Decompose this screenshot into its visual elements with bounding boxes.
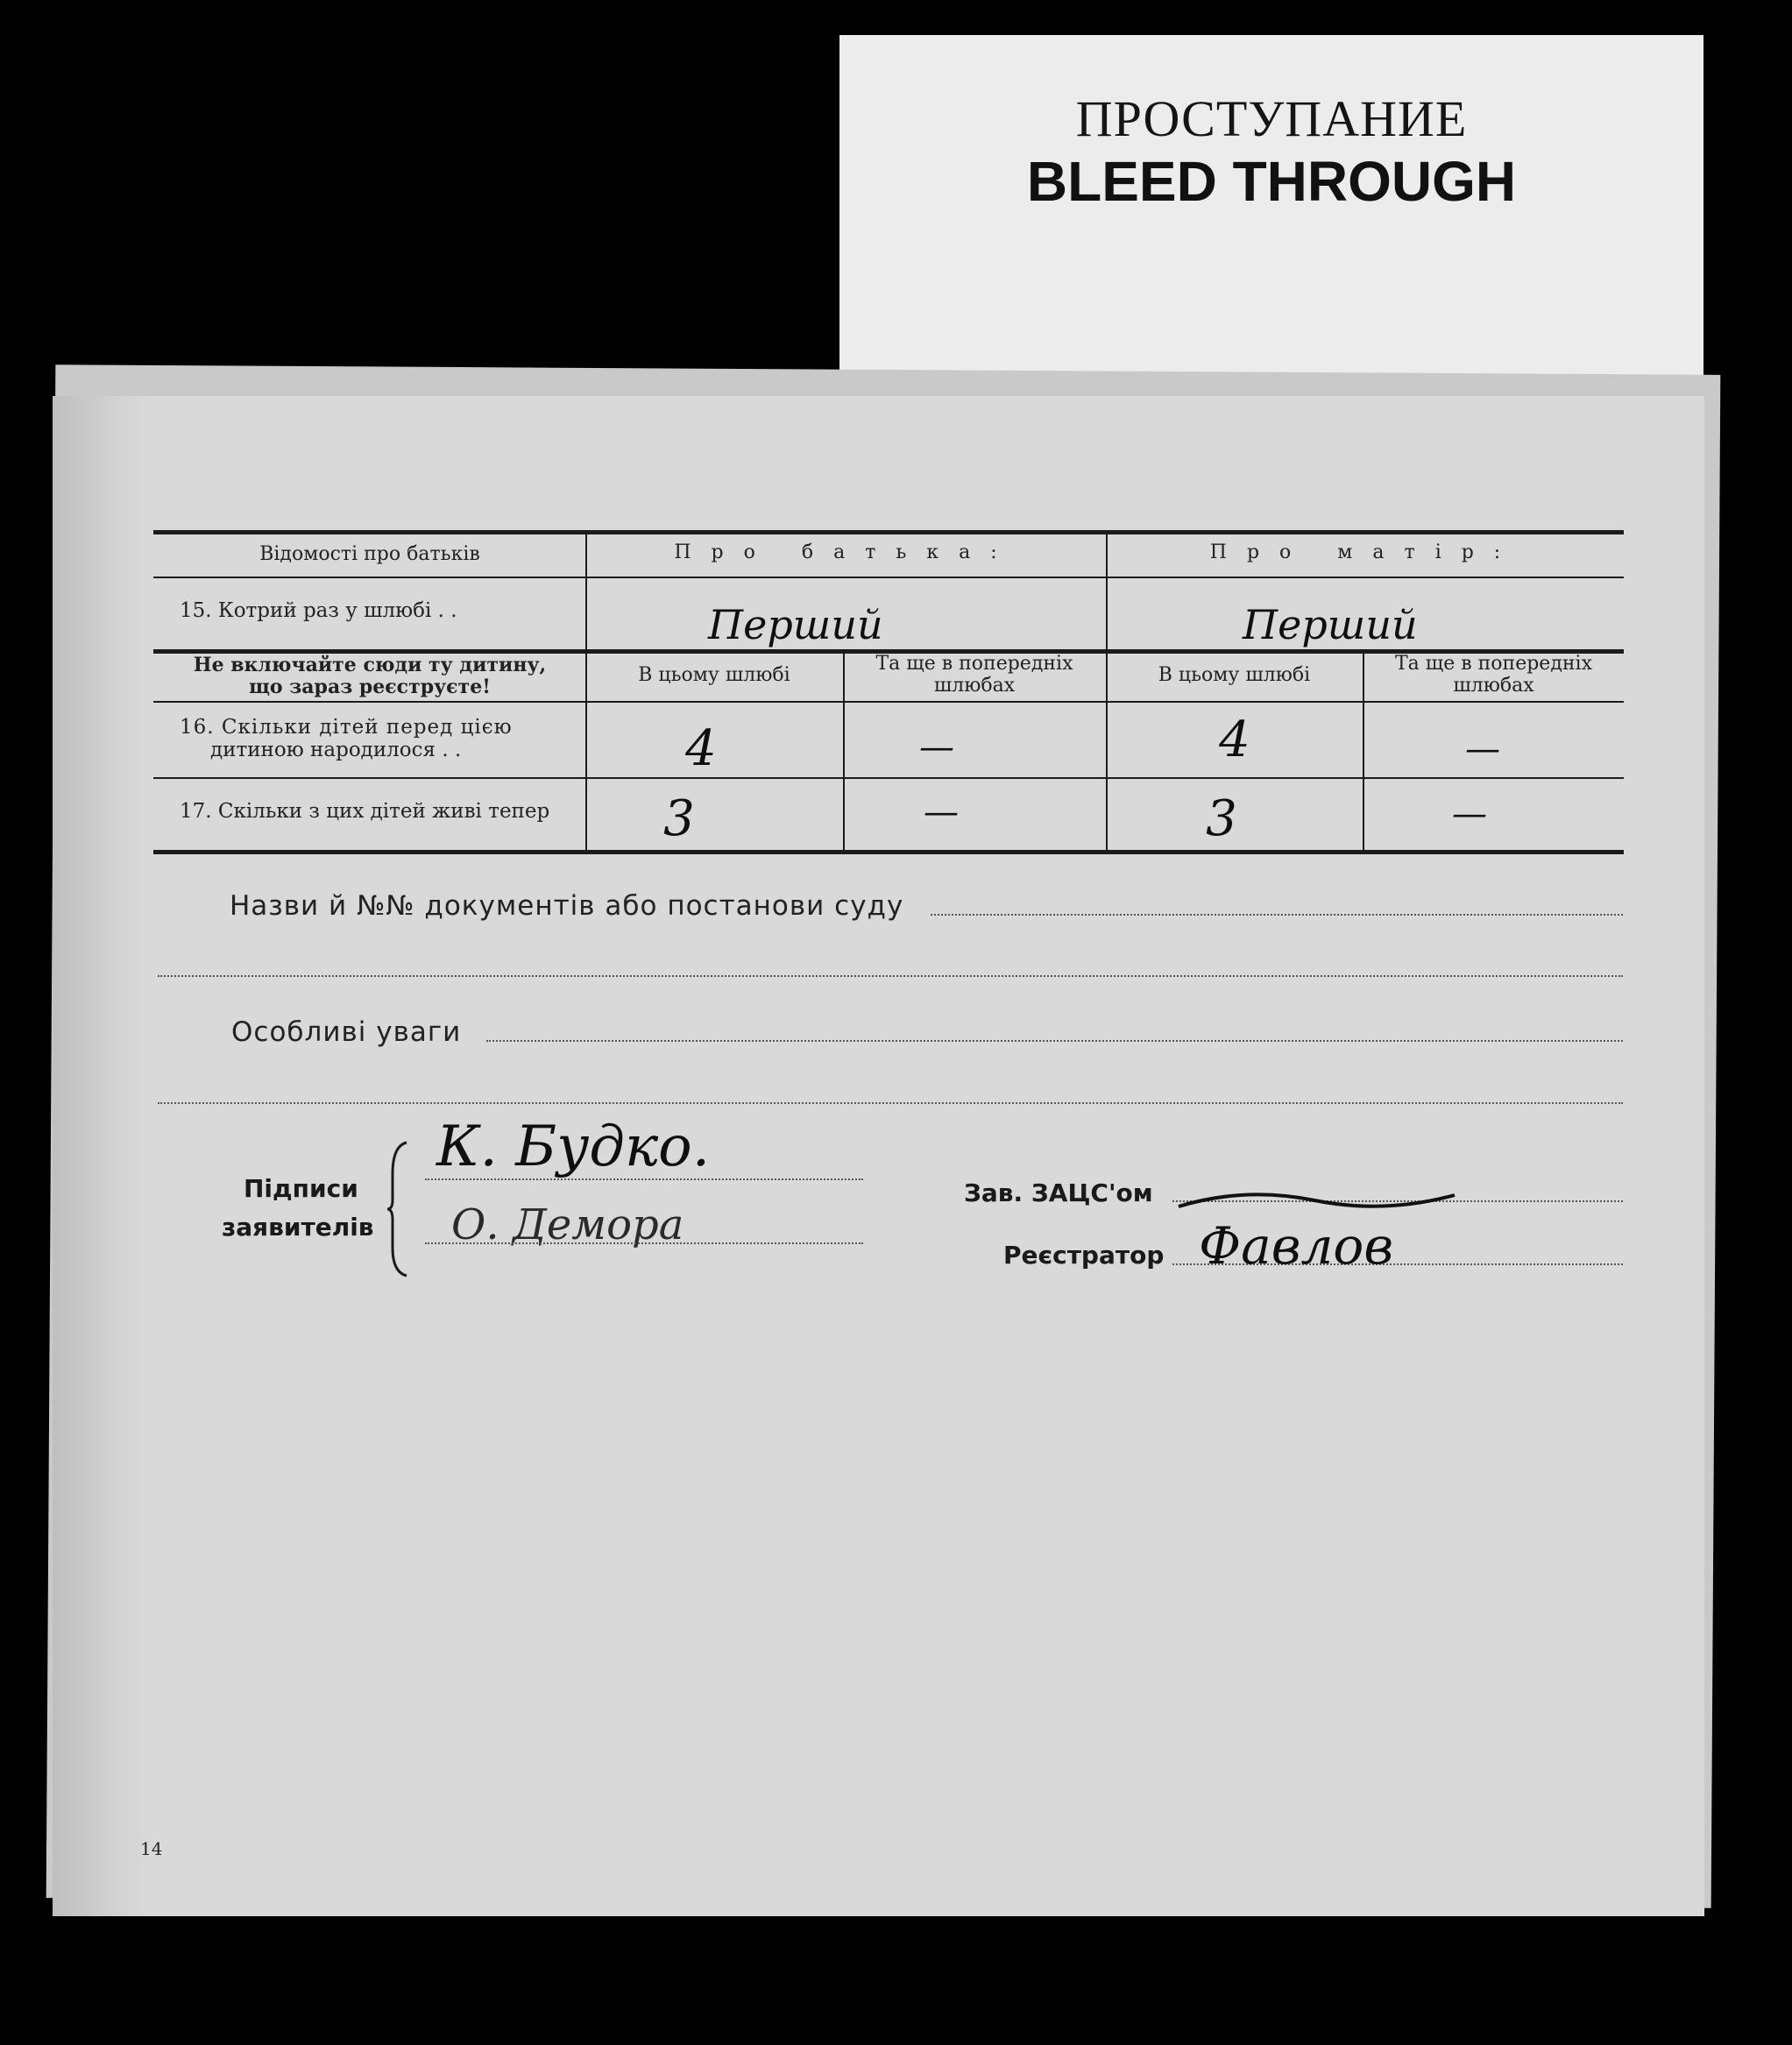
row17-mother-this: 3 [1206,790,1237,847]
remarks-dotted-line-1 [486,1040,1623,1042]
applicant-signature-2: О. Демора [451,1200,684,1249]
row15-mother-value: Перший [1243,601,1418,648]
mother-previous-header-2: шлюбах [1453,675,1534,697]
signature-line-2 [425,1242,863,1244]
documents-dotted-line-1 [931,914,1623,916]
folded-edge [53,396,149,1916]
row16-label-1: 16. Скільки дітей перед цією [180,716,513,739]
father-previous-header-1: Та ще в попередніх [875,653,1073,675]
signature-line-1 [425,1178,863,1180]
table-bottom-rule [153,850,1624,854]
table-top-rule [153,530,1624,534]
head-signature-stroke [1174,1185,1463,1220]
page-mark: 14 [140,1838,163,1859]
note-line-1: Не включайте сюди ту дитину, [193,654,547,676]
applicants-brace [386,1139,412,1279]
row16-label-2: дитиною народилося . . [210,739,462,761]
applicants-label-1: Підписи [244,1174,358,1203]
row16-mother-this: 4 [1219,711,1250,768]
mother-previous-header-1: Та ще в попередніх [1395,653,1592,675]
remarks-label: Особливі уваги [231,1016,462,1048]
header-info: Відомості про батьків [259,543,480,565]
header-rule [153,577,1624,578]
father-previous-header-2: шлюбах [933,675,1016,697]
remarks-dotted-line-2 [158,1102,1623,1104]
row16-father-prev: — [919,727,954,768]
header-father: Про батька: [674,541,1017,563]
row17-mother-prev: — [1452,794,1487,834]
row16-mother-prev: — [1465,729,1500,769]
row17-father-this: 3 [663,790,695,847]
mother-this-marriage-header: В цьому шлюбі [1158,664,1311,686]
card-title-english: BLEED THROUGH [1026,150,1517,213]
header-mother: Про матір: [1209,541,1521,563]
applicants-label-2: заявителів [222,1213,374,1242]
head-of-registry-label: Зав. ЗАЦС'ом [964,1178,1153,1207]
row17-label: 17. Скільки з цих дітей живі тепер [180,800,550,823]
registrar-label: Реєстратор [1003,1241,1165,1270]
registrar-signature: Фавлов [1199,1216,1394,1276]
note-line-2: що зараз реєструєте! [249,676,491,698]
subheader-rule [153,701,1624,703]
row15-label: 15. Котрий раз у шлюбі . . [180,599,457,622]
applicant-signature-1: К. Будко. [436,1114,711,1179]
documents-dotted-line-2 [158,975,1623,977]
row17-father-prev: — [924,792,959,832]
bleed-through-card [839,35,1703,412]
row16-father-this: 4 [685,720,717,777]
father-this-marriage-header: В цьому шлюбі [638,664,790,686]
row15-father-value: Перший [708,601,883,648]
documents-label: Назви й №№ документів або постанови суду [230,890,904,922]
row16-rule [153,777,1624,779]
card-title-russian: ПРОСТУПАНИЕ [1075,90,1468,147]
